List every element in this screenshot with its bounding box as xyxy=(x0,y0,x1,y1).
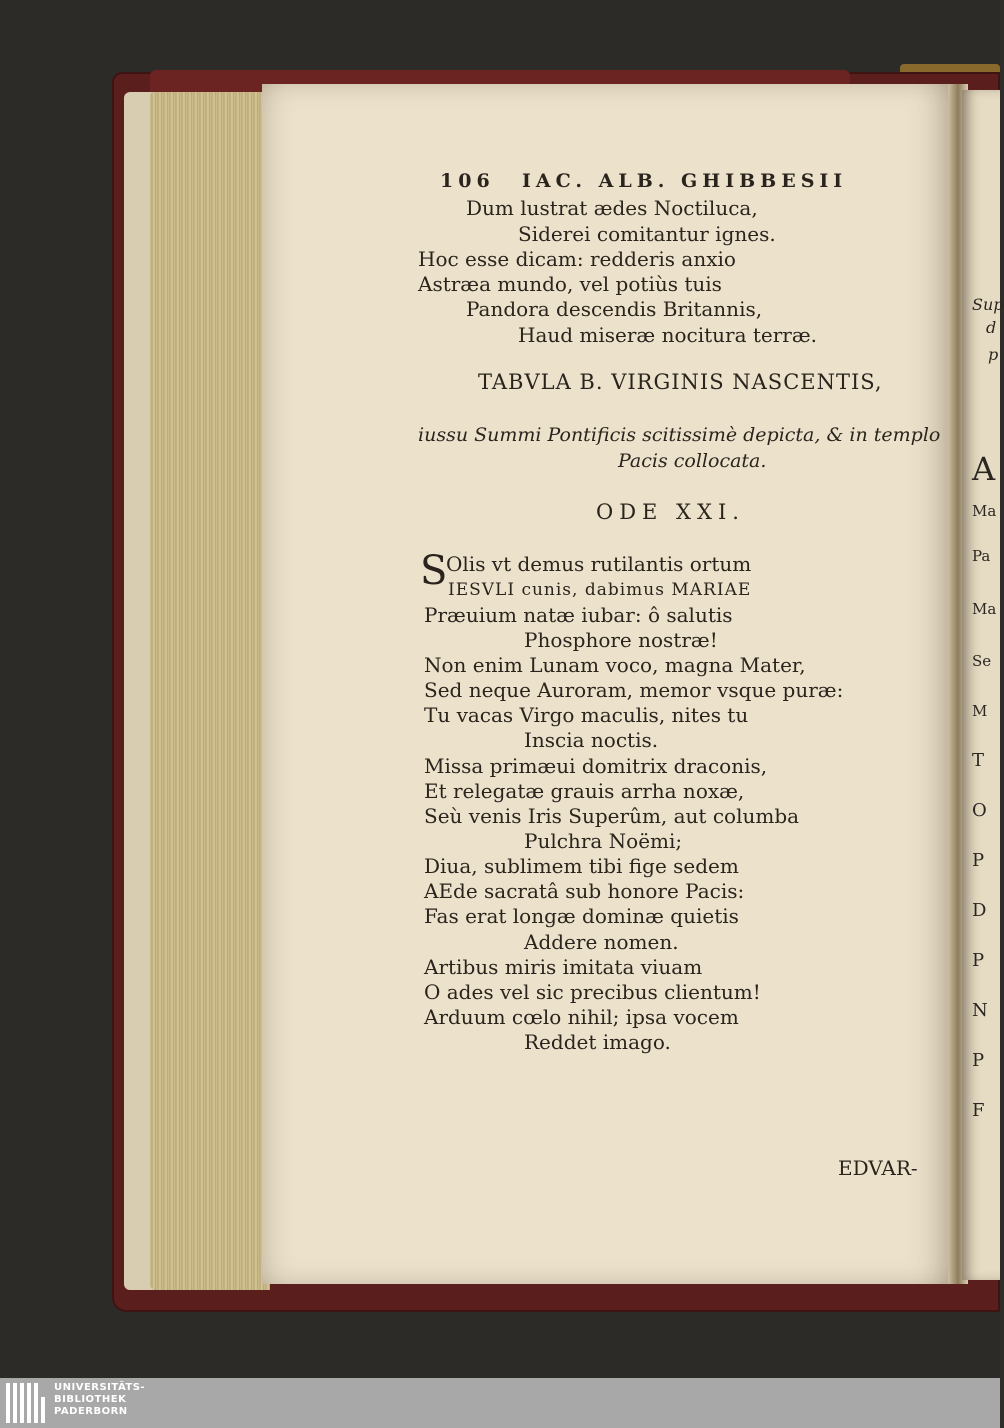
facing-fragment: T xyxy=(972,750,985,771)
verse-line: Dum lustrat ædes Noctiluca, xyxy=(466,196,758,220)
library-name-line: PADERBORN xyxy=(54,1406,128,1417)
facing-fragment: O xyxy=(972,800,987,821)
library-name-line: BIBLIOTHEK xyxy=(54,1394,127,1405)
section-subtitle: iussu Summi Pontificis scitissimè depicta, & in templo xyxy=(418,424,941,446)
facing-fragment: Sup xyxy=(972,295,1004,314)
verse-line: Haud miseræ nocitura terræ. xyxy=(518,323,818,347)
verse-line: Addere nomen. xyxy=(524,930,679,954)
library-name-line: UNIVERSITÄTS- xyxy=(54,1382,146,1393)
verse-line: Fas erat longæ dominæ quietis xyxy=(424,904,739,928)
facing-fragment: A xyxy=(972,450,996,488)
facing-fragment: F xyxy=(972,1100,985,1121)
verse-line: Astræa mundo, vel potiùs tuis xyxy=(418,272,722,296)
verse-line: Siderei comitantur ignes. xyxy=(518,222,776,246)
facing-fragment: P xyxy=(972,950,985,971)
facing-fragment: Se xyxy=(972,652,992,670)
running-head: IAC. ALB. GHIBBESII xyxy=(522,170,848,192)
section-title: TABVLA B. VIRGINIS NASCENTIS, xyxy=(478,370,883,394)
verse-line: IESVLI cunis, dabimus MARIAE xyxy=(448,580,752,600)
verse-line: Diua, sublimem tibi fige sedem xyxy=(424,854,739,878)
facing-fragment: p xyxy=(988,345,999,364)
facing-page xyxy=(962,90,1004,1280)
verse-line: Pandora descendis Britannis, xyxy=(466,297,763,321)
verse-line: Missa primæui domitrix draconis, xyxy=(424,754,768,778)
verse-line: Olis vt demus rutilantis ortum xyxy=(446,552,752,576)
verse-line: Sed neque Auroram, memor vsque puræ: xyxy=(424,678,844,702)
verse-line: Hoc esse dicam: redderis anxio xyxy=(418,247,736,271)
footer-bar xyxy=(0,1378,1000,1428)
facing-fragment: Ma xyxy=(972,600,997,618)
ode-title: ODE XXI. xyxy=(596,500,745,524)
verse-line: Præuium natæ iubar: ô salutis xyxy=(424,603,733,627)
facing-fragment: P xyxy=(972,850,985,871)
verse-line: Seù venis Iris Superûm, aut columba xyxy=(424,804,800,828)
verse-line: AEde sacratâ sub honore Pacis: xyxy=(424,879,745,903)
verse-line: Non enim Lunam voco, magna Mater, xyxy=(424,653,806,677)
facing-fragment: P xyxy=(972,1050,985,1071)
page-number: 106 xyxy=(440,170,495,192)
verse-line: Reddet imago. xyxy=(524,1030,671,1054)
drop-cap: S xyxy=(420,548,448,594)
facing-fragment: D xyxy=(972,900,987,921)
verse-line: Pulchra Noëmi; xyxy=(524,829,683,853)
facing-fragment: d xyxy=(986,318,997,337)
facing-fragment: Pa xyxy=(972,547,991,565)
verse-line: Phosphore nostræ! xyxy=(524,628,718,652)
facing-fragment: N xyxy=(972,1000,988,1021)
verse-line: Inscia noctis. xyxy=(524,728,659,752)
page-edges xyxy=(150,92,270,1290)
verse-line: Tu vacas Virgo maculis, nites tu xyxy=(424,703,749,727)
verse-line: Artibus miris imitata viuam xyxy=(424,955,703,979)
facing-fragment: M xyxy=(972,702,988,720)
catchword: EDVAR- xyxy=(838,1156,918,1180)
facing-fragment: Ma xyxy=(972,502,997,520)
verse-line: Et relegatæ grauis arrha noxæ, xyxy=(424,779,745,803)
verse-line: Arduum cœlo nihil; ipsa vocem xyxy=(424,1005,739,1029)
verse-line: O ades vel sic precibus clientum! xyxy=(424,980,761,1004)
library-logo-icon xyxy=(6,1383,48,1423)
section-subtitle: Pacis collocata. xyxy=(618,450,767,472)
